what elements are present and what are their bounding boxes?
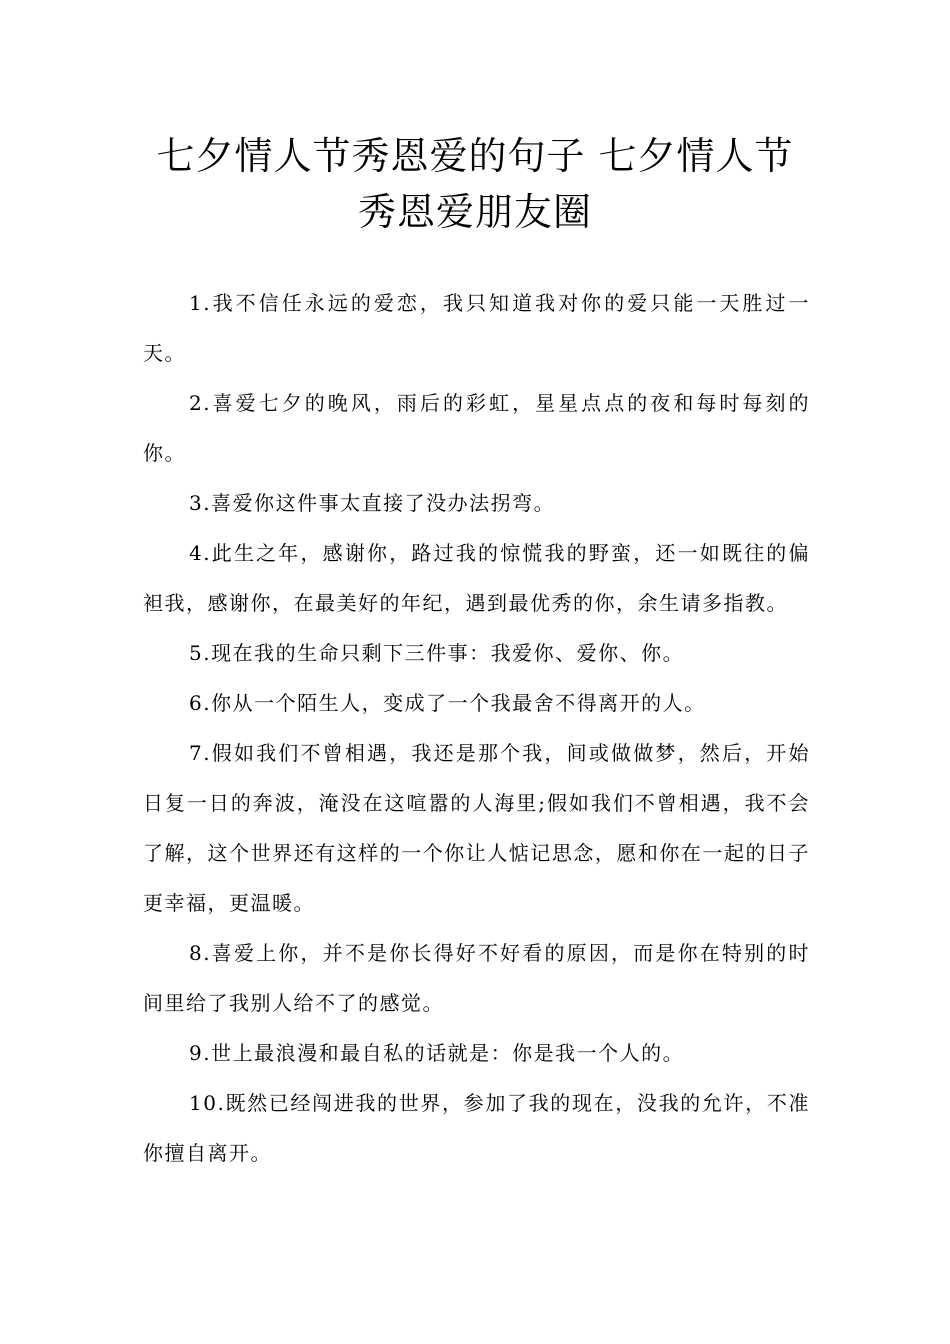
paragraph-9: 9.世上最浪漫和最自私的话就是：你是我一个人的。: [189, 1041, 685, 1065]
title-line-2: 秀恩爱朋友圈: [357, 190, 592, 234]
paragraph-1: 1.我不信任永远的爱恋，我只知道我对你的爱只能一天胜过一天。: [143, 291, 810, 365]
paragraph-10: 10.既然已经闯进我的世界，参加了我的现在，没我的允许，不准你擅自离开。: [143, 1091, 810, 1165]
document-body: [143, 278, 810, 1178]
document-title: [120, 128, 830, 240]
paragraph-3: 3.喜爱你这件事太直接了没办法拐弯。: [189, 491, 556, 515]
paragraph-2: 2.喜爱七夕的晚风，雨后的彩虹，星星点点的夜和每时每刻的你。: [143, 391, 810, 465]
paragraph-5: 5.现在我的生命只剩下三件事：我爱你、爱你、你。: [189, 641, 685, 665]
paragraph-7: 7.假如我们不曾相遇，我还是那个我，间或做做梦，然后，开始日复一日的奔波，淹没在这喧嚣的人海里;假如我们不曾相遇，我不会了解，这个世界还有这样的一个你让人惦记思念，愿和你在一起的日子更幸福，更温暖。: [143, 741, 810, 915]
paragraph-6: 6.你从一个陌生人，变成了一个我最舍不得离开的人。: [189, 691, 706, 715]
title-line-1: 七夕情人节秀恩爱的句子 七夕情人节: [156, 134, 794, 178]
paragraph-8: 8.喜爱上你，并不是你长得好不好看的原因，而是你在特别的时间里给了我别人给不了的感觉。: [143, 941, 810, 1015]
paragraph-4: 4.此生之年，感谢你，路过我的惊慌我的野蛮，还一如既往的偏袒我，感谢你，在最美好的年纪，遇到最优秀的你，余生请多指教。: [143, 541, 810, 615]
